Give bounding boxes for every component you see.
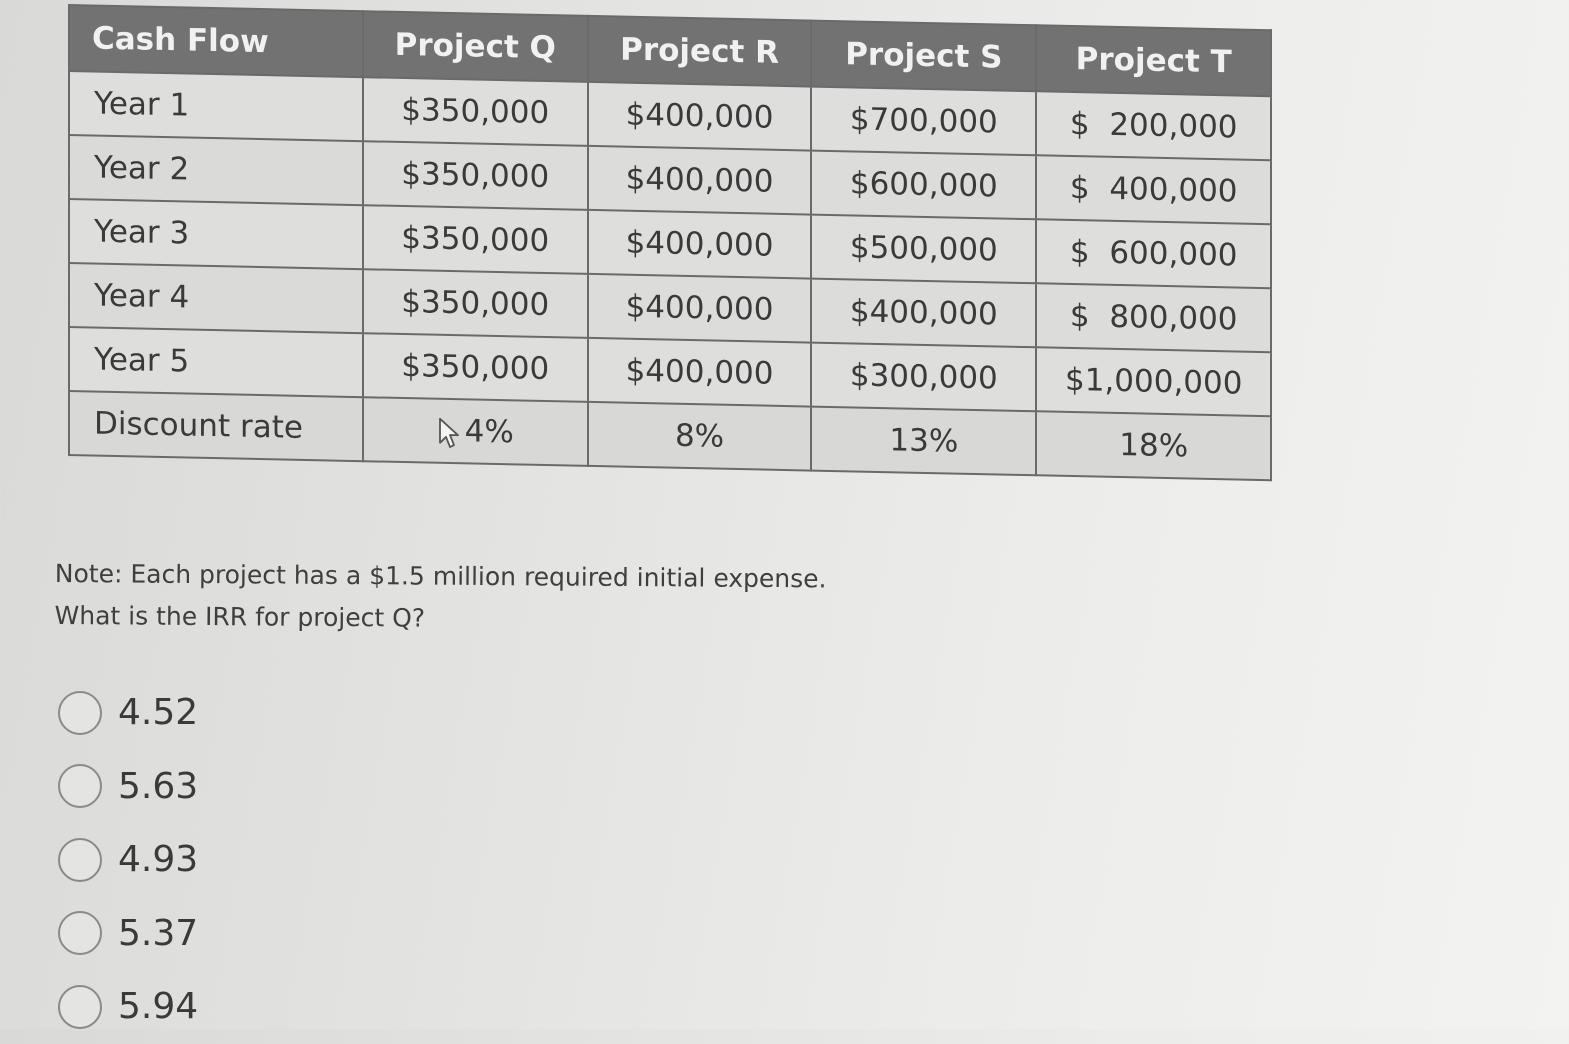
table-cell: $350,000 — [363, 333, 588, 402]
table-cell — [363, 397, 588, 466]
header-project-q: Project Q — [363, 11, 588, 82]
table-cell: $350,000 — [363, 141, 588, 210]
header-project-r: Project R — [588, 16, 811, 87]
row-label: Year 5 — [69, 327, 363, 397]
table-cell: $350,000 — [363, 77, 588, 146]
table-cell: $ 200,000 — [1036, 91, 1271, 160]
row-label: Discount rate — [69, 391, 363, 461]
table-cell: $300,000 — [811, 343, 1036, 412]
table-cell: $400,000 — [588, 338, 811, 407]
table-cell: $400,000 — [811, 279, 1036, 348]
header-project-s: Project S — [811, 21, 1036, 92]
answer-options — [58, 676, 198, 1044]
table-cell: $700,000 — [811, 87, 1036, 156]
header-cash-flow: Cash Flow — [69, 5, 363, 77]
row-label: Year 4 — [69, 263, 363, 333]
table-cell: $400,000 — [588, 146, 811, 215]
answer-option[interactable] — [58, 750, 198, 824]
answer-option[interactable] — [58, 823, 198, 897]
mouse-pointer-icon — [437, 416, 463, 449]
table-cell: $400,000 — [588, 82, 811, 151]
radio-button[interactable] — [58, 691, 102, 735]
row-label: Year 3 — [69, 199, 363, 269]
table-cell: $350,000 — [363, 269, 588, 338]
answer-option[interactable] — [58, 676, 198, 750]
table-cell: $ 400,000 — [1036, 155, 1271, 224]
option-label: 4.52 — [118, 692, 199, 734]
radio-button[interactable] — [58, 838, 102, 882]
rate-value: 4% — [464, 413, 514, 451]
radio-button[interactable] — [58, 985, 102, 1029]
table-cell: 8% — [588, 402, 811, 471]
option-label: 5.94 — [118, 986, 199, 1028]
answer-option[interactable] — [58, 897, 198, 971]
note-line: Note: Each project has a $1.5 million required initial expense. — [54, 558, 827, 594]
table-cell: $500,000 — [811, 215, 1036, 284]
row-label: Year 1 — [69, 71, 363, 141]
radio-button[interactable] — [58, 764, 102, 808]
question-line: What is the IRR for project Q? — [54, 600, 426, 633]
cash-flow-table — [68, 4, 1272, 481]
option-label: 5.63 — [118, 765, 199, 807]
radio-button[interactable] — [58, 911, 102, 955]
option-label: 4.93 — [118, 839, 199, 881]
question-text — [54, 553, 826, 642]
row-label: Year 2 — [69, 135, 363, 205]
table-cell: $400,000 — [588, 274, 811, 343]
table-cell: $ 800,000 — [1036, 283, 1271, 352]
table-cell: $1,000,000 — [1036, 347, 1271, 416]
answer-option[interactable] — [58, 970, 198, 1044]
header-project-t: Project T — [1036, 25, 1271, 96]
option-label: 5.37 — [118, 912, 199, 954]
table-cell: $350,000 — [363, 205, 588, 274]
table-cell: 13% — [811, 407, 1036, 476]
table-cell: $600,000 — [811, 151, 1036, 220]
table-cell: $ 600,000 — [1036, 219, 1271, 288]
table-cell: 18% — [1036, 411, 1271, 480]
table-cell: $400,000 — [588, 210, 811, 279]
